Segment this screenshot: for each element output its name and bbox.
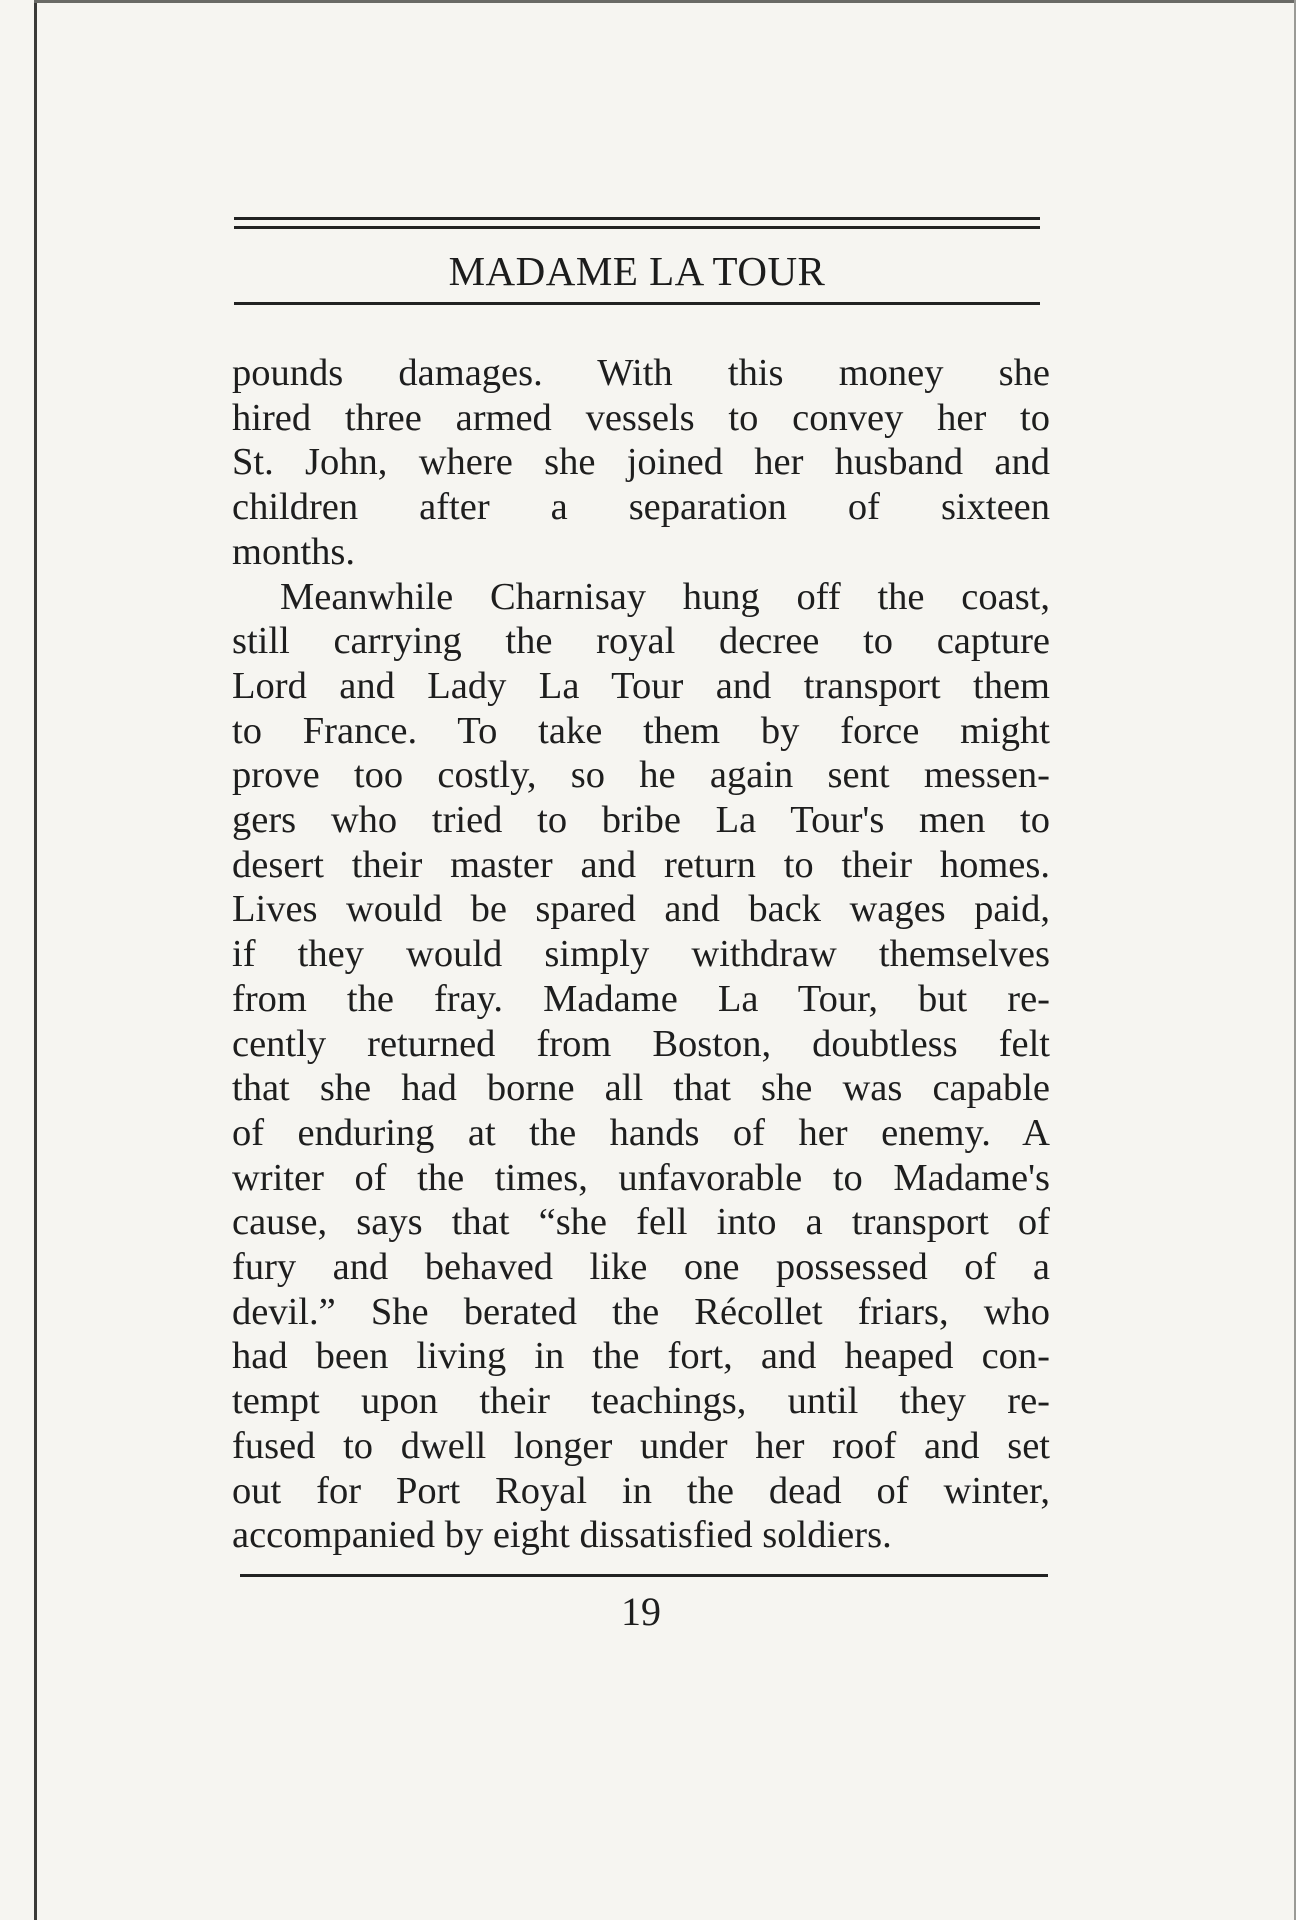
text-line: St. John, where she joined her husband and	[232, 441, 1050, 484]
text-line: tempt upon their teachings, until they re-	[232, 1380, 1050, 1423]
text-line: to France. To take them by force might	[232, 709, 1050, 752]
text-line: that she had borne all that she was capable	[232, 1067, 1050, 1110]
paragraph-2	[232, 575, 1050, 1558]
text-line: devil.” She berated the Récollet friars, who	[232, 1290, 1050, 1333]
text-line: writer of the times, unfavorable to Madame's	[232, 1156, 1050, 1199]
header-rule-top-1	[234, 217, 1040, 220]
text-line: prove too costly, so he again sent messen-	[232, 754, 1050, 797]
text-line: months.	[232, 530, 356, 573]
page-left-edge	[34, 0, 37, 1920]
text-line: desert their master and return to their homes.	[232, 843, 1050, 886]
text-line: fused to dwell longer under her roof and set	[232, 1424, 1050, 1467]
running-head: MADAME LA TOUR	[448, 248, 826, 294]
text-line: of enduring at the hands of her enemy. A	[232, 1111, 1050, 1154]
text-line: pounds damages. With this money she	[232, 352, 1050, 394]
text-line: hired three armed vessels to convey her to	[232, 396, 1050, 439]
paragraph-1	[232, 351, 1050, 575]
text-line: fury and behaved like one possessed of a	[232, 1246, 1050, 1289]
text-line: still carrying the royal decree to capture	[232, 620, 1050, 663]
text-line: accompanied by eight dissatisfied soldiers.	[232, 1514, 892, 1557]
page-number: 19	[621, 1589, 661, 1634]
text-line: children after a separation of sixteen	[232, 486, 1050, 529]
body-text	[232, 351, 1050, 1558]
text-line: Lord and Lady La Tour and transport them	[232, 664, 1050, 707]
header-rule-top-2	[234, 226, 1040, 229]
text-line: had been living in the fort, and heaped con-	[232, 1335, 1050, 1378]
text-line: from the fray. Madame La Tour, but re-	[232, 977, 1050, 1020]
text-line: Meanwhile Charnisay hung off the coast,	[280, 575, 1050, 618]
text-line: Lives would be spared and back wages paid,	[232, 888, 1050, 931]
text-line: if they would simply withdraw themselves	[232, 933, 1050, 976]
page-top-edge	[34, 0, 1296, 3]
text-line: cently returned from Boston, doubtless felt	[232, 1022, 1050, 1065]
header-rule-bottom	[234, 302, 1040, 305]
text-line: cause, says that “she fell into a transport of	[232, 1201, 1050, 1244]
text-line: out for Port Royal in the dead of winter,	[232, 1469, 1050, 1512]
footer-rule	[240, 1574, 1048, 1577]
text-line: gers who tried to bribe La Tour's men to	[232, 799, 1050, 842]
